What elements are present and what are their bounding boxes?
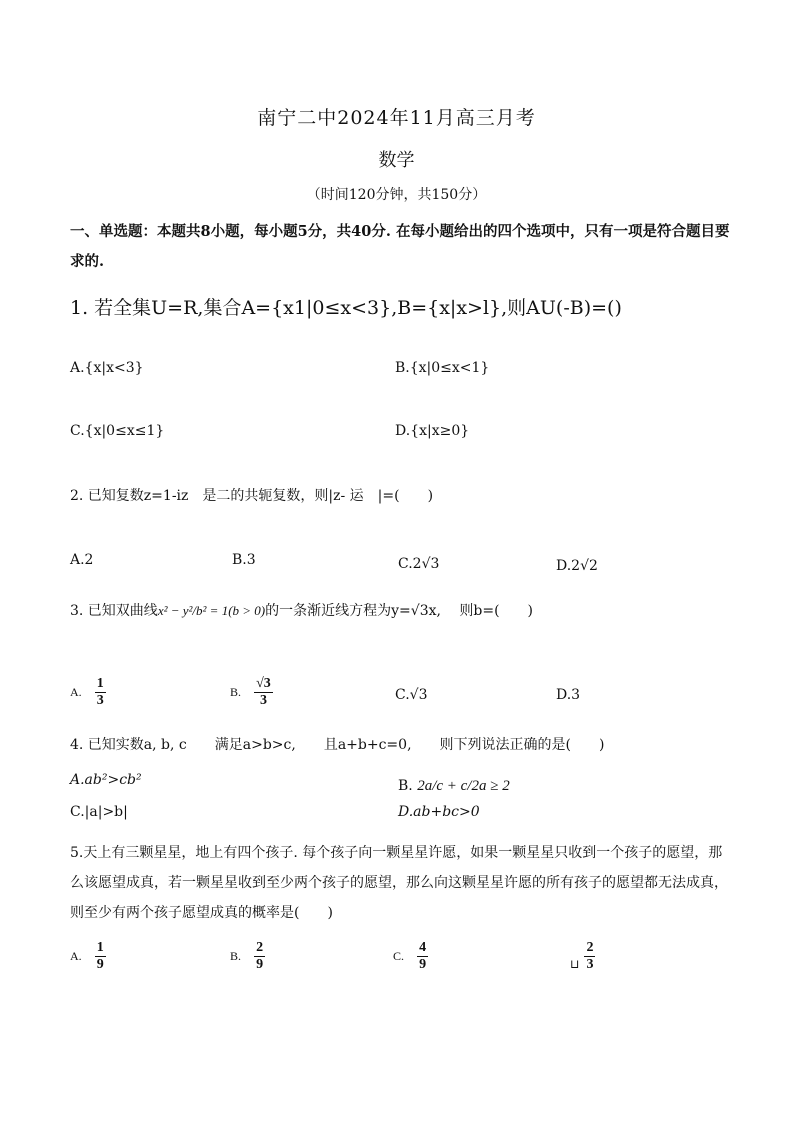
q3-option-b-fraction bbox=[254, 676, 273, 709]
fraction-denominator: 9 bbox=[256, 957, 264, 972]
question-4-stem: 4. 已知实数a, b, c 满足a>b>c, 且a+b+c=0, 则下列说法正确的是( ) bbox=[70, 737, 605, 753]
fraction-numerator: 1 bbox=[96, 676, 104, 691]
q5-option-a-fraction bbox=[95, 940, 106, 973]
question-1-stem: 1. 若全集U=R,集合A={x1|0≤x<3},B={x|x>l},则AU(-B)=() bbox=[70, 297, 622, 319]
q4-option-b-formula: 2a/c + c/2a ≥ 2 bbox=[417, 778, 510, 794]
subject-title: 数学 bbox=[378, 150, 415, 171]
q4-option-b-label: B. bbox=[398, 778, 413, 794]
q3-stem-pre: 3. 已知双曲线 bbox=[70, 603, 158, 619]
fraction-denominator: 3 bbox=[259, 693, 267, 708]
q5-option-c-fraction bbox=[417, 940, 428, 973]
q2-option-a: A.2 bbox=[70, 552, 94, 568]
question-3-stem bbox=[70, 600, 533, 620]
q5-option-a-label: A. bbox=[70, 949, 82, 963]
q5-option-d-fraction bbox=[584, 940, 595, 973]
fraction-numerator: 2 bbox=[586, 940, 594, 955]
q3-option-c: C.√3 bbox=[395, 687, 428, 703]
fraction-denominator: 9 bbox=[96, 957, 104, 972]
q1-option-a: A.{x|x<3} bbox=[70, 360, 144, 376]
question-2-stem: 2. 已知复数z=1-iz 是二的共轭复数，则|z- 运 |=( ) bbox=[70, 488, 434, 504]
q3-option-a-fraction bbox=[95, 676, 106, 709]
q5-option-d-label: ⊔ bbox=[570, 957, 580, 971]
q2-option-c: C.2√3 bbox=[398, 556, 440, 572]
q3-option-a bbox=[70, 676, 106, 709]
q2-option-b: B.3 bbox=[232, 552, 256, 568]
q3-option-b bbox=[230, 676, 273, 709]
q5-option-b-label: B. bbox=[230, 949, 242, 963]
q3-stem-post: 的一条渐近线方程为y=√3x, 则b=( ) bbox=[265, 603, 534, 619]
exam-title: 南宁二中2024年11月高三月考 bbox=[257, 107, 536, 129]
question-5-stem: 5.天上有三颗星星，地上有四个孩子. 每个孩子向一颗星星许愿，如果一颗星星只收到一个孩子的愿望，那么该愿望成真，若一颗星星收到至少两个孩子的愿望，那么向这颗星星许愿的所有孩子的愿望都无法成真，则至少有两个孩子愿望成真的概率是( ) bbox=[70, 845, 728, 921]
q3-hyperbola-formula: x² − y²/b² = 1(b > 0) bbox=[157, 603, 266, 618]
q3-option-d: D.3 bbox=[556, 687, 581, 703]
q5-option-c-label: C. bbox=[393, 949, 405, 963]
q1-option-c: C.{x|0≤x≤1} bbox=[70, 423, 165, 439]
q4-option-c: C.|a|>b| bbox=[70, 804, 128, 820]
q2-option-d: D.2√2 bbox=[556, 558, 598, 574]
q3-option-a-label: A. bbox=[70, 685, 82, 699]
q5-option-b-fraction bbox=[254, 940, 265, 973]
q4-option-a: A.ab²>cb² bbox=[70, 772, 142, 788]
fraction-numerator: √3 bbox=[256, 676, 271, 691]
fraction-denominator: 3 bbox=[586, 957, 594, 972]
q5-option-b bbox=[230, 940, 265, 973]
q5-option-c bbox=[393, 940, 428, 973]
fraction-denominator: 9 bbox=[419, 957, 427, 972]
fraction-denominator: 3 bbox=[96, 693, 104, 708]
q5-option-d bbox=[570, 940, 595, 973]
section-heading: 一、单选题：本题共8小题，每小题5分，共40分. 在每小题给出的四个选项中，只有一项是符合题目要求的. bbox=[70, 223, 730, 270]
q3-option-b-label: B. bbox=[230, 685, 242, 699]
fraction-numerator: 1 bbox=[96, 940, 104, 955]
q5-option-a bbox=[70, 940, 106, 973]
q1-option-d: D.{x|x≥0} bbox=[395, 423, 470, 439]
fraction-numerator: 2 bbox=[256, 940, 264, 955]
fraction-numerator: 4 bbox=[419, 940, 427, 955]
q4-option-d: D.ab+bc>0 bbox=[398, 804, 480, 820]
q1-option-b: B.{x|0≤x<1} bbox=[395, 360, 490, 376]
q4-option-b bbox=[398, 778, 510, 795]
time-note: （时间120分钟，共150分） bbox=[306, 187, 487, 203]
